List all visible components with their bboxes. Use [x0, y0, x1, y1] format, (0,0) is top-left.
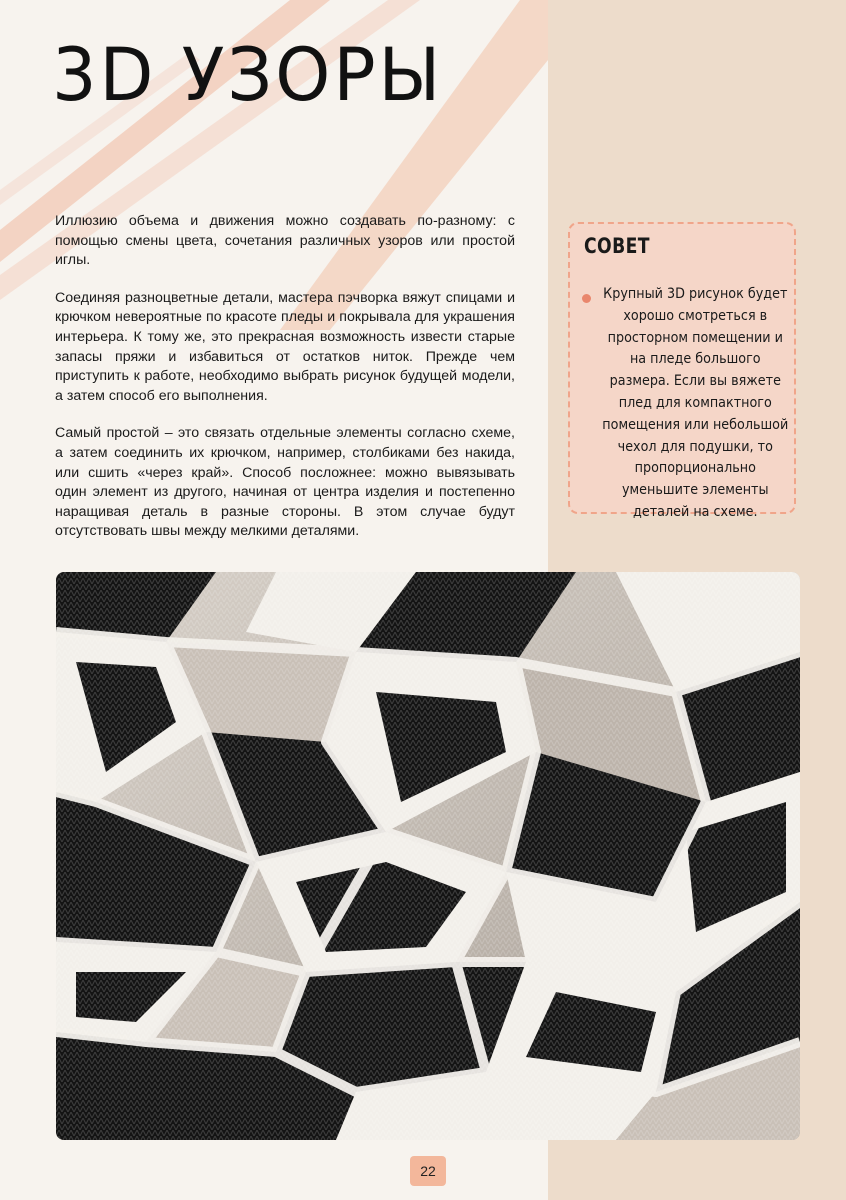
- knitted-blanket-photo: [56, 572, 800, 1140]
- page-title: 3D УЗОРЫ: [52, 31, 444, 119]
- paragraph: Самый простой – это связать отдельные элементы согласно схеме, а затем соединить их крючком, например, столбиками без накида, или сшить «через край». Способ посложнее: можно вывязывать один элемент из другого, начиная от центра изделия и постепенно наращивая деталь в разные стороны. В этом случае будут отсутствовать швы между мелкими деталями.: [55, 425, 515, 540]
- paragraph: Иллюзию объема и движения можно создавать по-разному: с помощью смены цвета, сочетания различных узоров или простой иглы.: [55, 213, 515, 269]
- tip-title: СОВЕТ: [584, 234, 650, 258]
- tip-text: Крупный 3D рисунок будет хорошо смотреться в просторном помещении и на пледе большого размера. Если вы вяжете плед для компактного помещения или небольшой чехол для подушки, то пропорционально уменьшите элементы деталей на схеме.: [602, 286, 789, 520]
- paragraph: Соединяя разноцветные детали, мастера пэчворка вяжут спицами и крючком невероятные по красоте пледы и покрывала для украшения интерьера. К тому же, это прекрасная возможность извести старые запасы пряжи и избавиться от остатков ниток. Прежде чем приступить к работе, необходимо выбрать рисунок будущей модели, а затем способ его выполнения.: [55, 289, 515, 404]
- article-body: [55, 212, 515, 560]
- bullet-icon: [582, 294, 591, 303]
- knitted-pattern-illustration: [56, 572, 800, 1140]
- tip-box: [568, 222, 796, 520]
- page-number: 22: [410, 1156, 446, 1186]
